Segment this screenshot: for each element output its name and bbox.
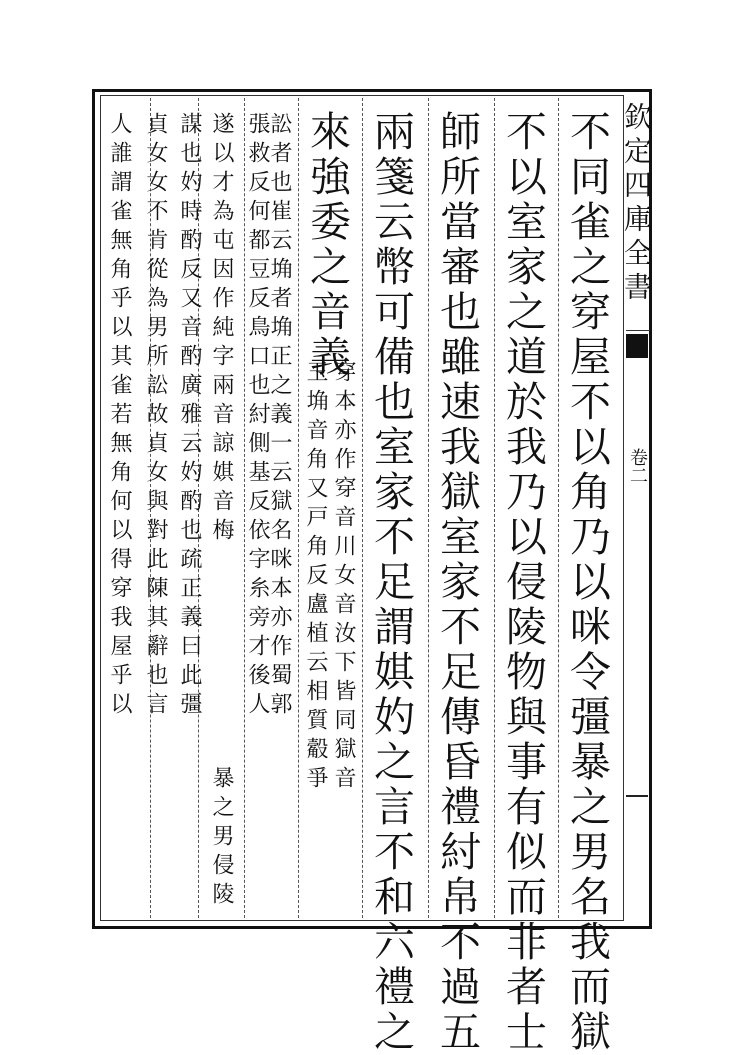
text-column-1: 不同雀之穿屋不以角乃以咪令彊暴之男名我而獄 <box>563 110 611 1055</box>
column-rule <box>362 98 363 918</box>
column-rule <box>298 98 299 918</box>
margin-juan-number: 卷二 <box>627 448 648 484</box>
commentary-column-7: 暴之男侵陵 <box>209 766 234 911</box>
commentary-column-5: 遂以才為屯因作純字兩音諒娸音梅 <box>209 112 234 547</box>
fish-tail-mark <box>626 334 648 358</box>
commentary-column-6: 謀也妁時酌反又音酌廣雅云妁酌也疏正義曰此彊 <box>177 112 202 721</box>
text-column-5: 來強委之音義 <box>303 110 351 380</box>
commentary-column-8: 貞女女不肯從為男所訟故貞女與對此陳其辭也言 <box>143 112 168 721</box>
text-column-3: 師所當審也雖速我獄室家不足傳昏禮紂帛不過五 <box>433 110 481 1055</box>
margin-separator <box>626 330 650 331</box>
column-rule <box>494 98 495 918</box>
text-column-4: 兩箋云幣可備也室家不足謂娸妁之言不和六禮之 <box>367 110 415 1055</box>
commentary-column-9: 人誰謂雀無角乎以其雀若無角何以得穿我屋乎以 <box>107 112 132 721</box>
commentary-column-4: 張救反何都豆反鳥口也紂側基反依字糸旁才後人 <box>245 112 270 721</box>
commentary-column-3: 訟者也崔云埆者埆正之義一云獄名咪本亦作蜀郭 <box>267 112 292 721</box>
column-rule <box>558 98 559 918</box>
margin-lower-rule <box>626 795 648 797</box>
margin-book-title: 欽定四庫全書 <box>620 102 653 306</box>
column-rule <box>428 98 429 918</box>
commentary-column-2: 玉埆音角又戸角反盧植云相質觳爭 <box>303 360 328 795</box>
text-column-2: 不以室家之道於我乃以侵陵物與事有似而非者士 <box>499 110 547 1055</box>
commentary-column-1: 穿本亦作穿音川女音汝下皆同獄音 <box>331 360 356 795</box>
